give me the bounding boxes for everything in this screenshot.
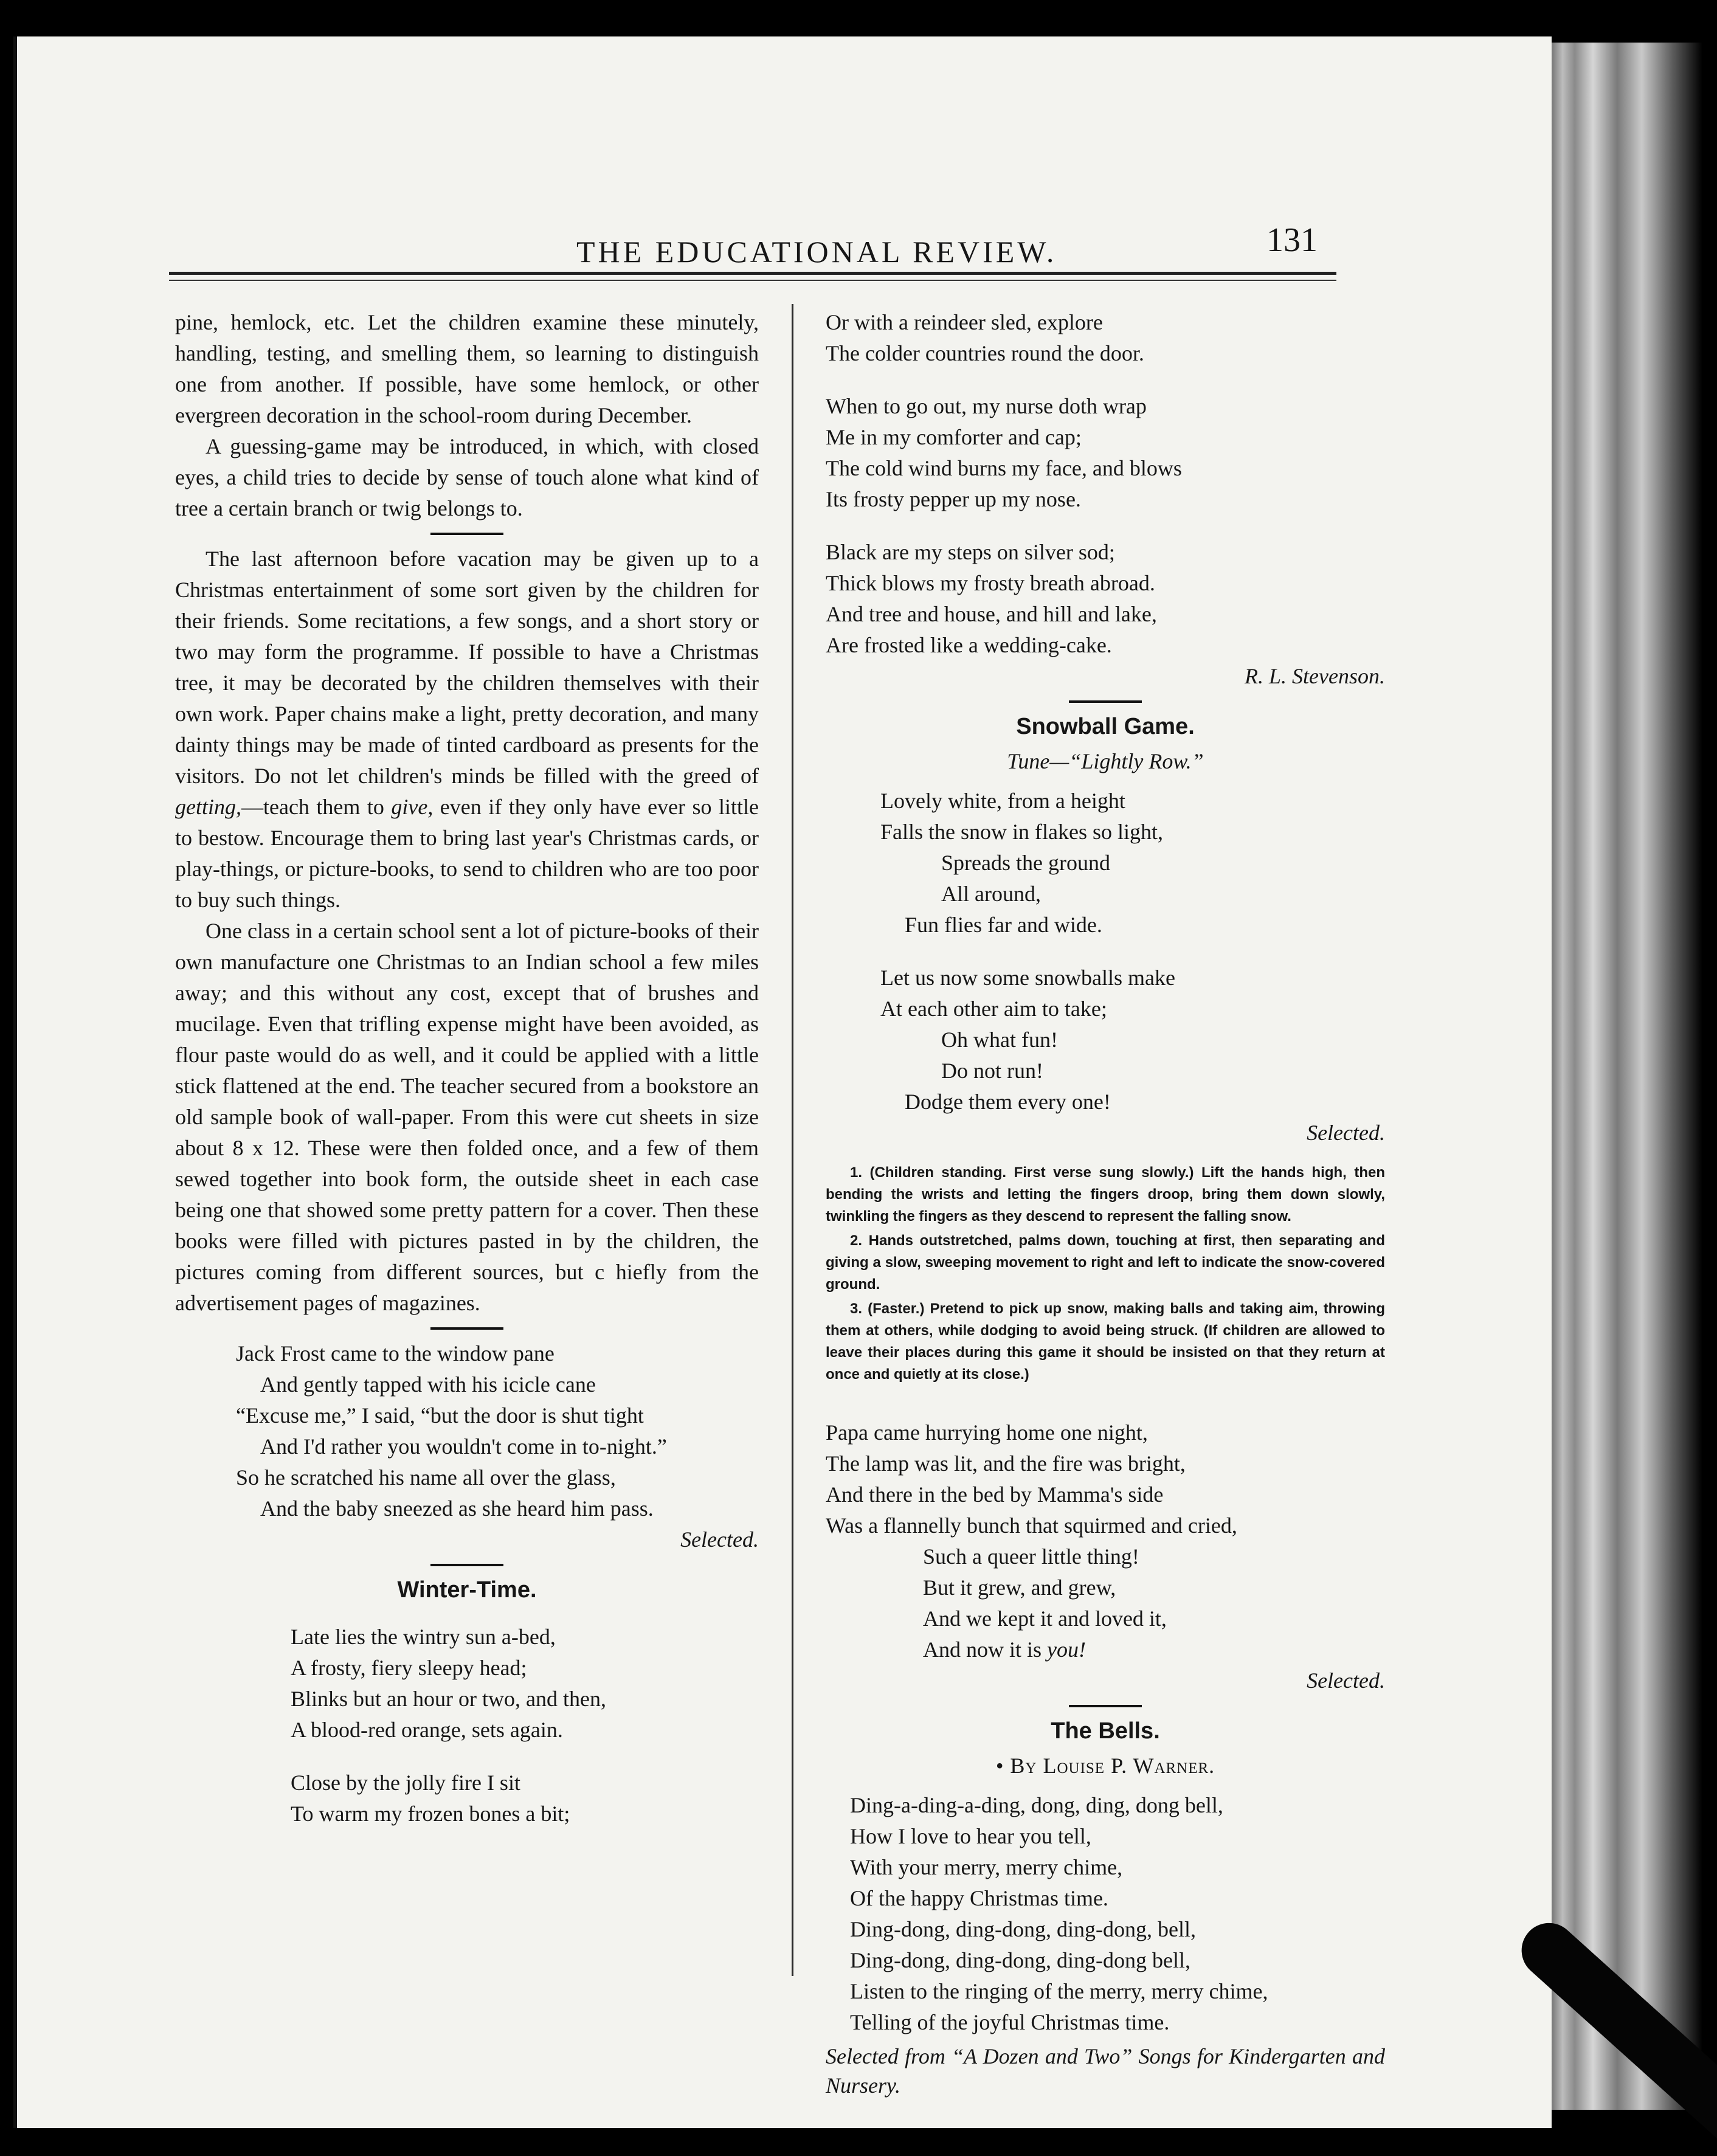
poem-line: And we kept it and loved it, <box>923 1606 1167 1631</box>
poem-line: So he scratched his name all over the glass, <box>236 1465 616 1490</box>
credit-dozen-and-two: Selected from “A Dozen and Two” Songs for Kindergarten and Nursery. <box>826 2044 1385 2098</box>
credit-selected: Selected. <box>1307 1668 1385 1693</box>
text-run: And now it is <box>923 1637 1048 1662</box>
text-run: —teach them to <box>241 795 392 819</box>
section-rule <box>430 1564 503 1566</box>
credit-stevenson: R. L. Stevenson. <box>1245 664 1385 688</box>
header-rule-thin <box>169 280 1336 281</box>
poem-line: Me in my comforter and cap; <box>826 425 1082 449</box>
poem-line: When to go out, my nurse doth wrap <box>826 394 1147 418</box>
header-rule <box>169 272 1336 275</box>
poem-line: The cold wind burns my face, and blows <box>826 456 1182 480</box>
poem-line: Black are my steps on silver sod; <box>826 540 1115 564</box>
poem-line: “Excuse me,” I said, “but the door is shut tight <box>236 1403 644 1428</box>
poem-line: Close by the jolly fire I sit <box>291 1771 520 1795</box>
emphasis-getting: getting, <box>175 795 241 819</box>
right-column <box>826 307 1385 2100</box>
poem-line: All around, <box>941 882 1041 906</box>
poem-line <box>826 1634 1385 1665</box>
poem-line: Papa came hurrying home one night, <box>826 1420 1148 1445</box>
text-run: even if they only have ever so little to bestow. Encourage them to bring last year's Christmas cards, or play-things, or picture-books, to send to children who are too poor to buy such things. <box>175 795 759 912</box>
section-rule <box>430 1327 503 1330</box>
poem-line: Fun flies far and wide. <box>905 913 1102 937</box>
poem-line: Oh what fun! <box>941 1028 1058 1052</box>
poem-line: Telling of the joyful Christmas time. <box>850 2010 1170 2034</box>
poem-line: Its frosty pepper up my nose. <box>826 487 1081 511</box>
poem-line: The lamp was lit, and the fire was bright, <box>826 1451 1186 1476</box>
poem-line: The colder countries round the door. <box>826 341 1144 365</box>
poem-line: And gently tapped with his icicle cane <box>260 1372 596 1397</box>
section-rule <box>430 533 503 535</box>
page-header <box>139 192 1355 283</box>
instruction-1: 1. (Children standing. First verse sung slowly.) Lift the hands high, then bending the wrists and letting the fingers droop, bring them down slowly, twinkling the fingers as they descend to represent the falling snow. <box>826 1164 1385 1225</box>
book-page <box>13 36 1552 2128</box>
poem-line: Late lies the wintry sun a-bed, <box>291 1625 556 1649</box>
poem-line: Or with a reindeer sled, explore <box>826 310 1103 334</box>
poem-line: Listen to the ringing of the merry, merry chime, <box>850 1979 1268 2003</box>
poem-jack-frost <box>175 1338 759 1524</box>
game-instructions <box>826 1162 1385 1386</box>
poem-title-snowball-game: Snowball Game. <box>1016 714 1195 739</box>
poem-line: Dodge them every one! <box>905 1090 1111 1114</box>
section-rule <box>1069 1705 1142 1707</box>
poem-line: At each other aim to take; <box>880 997 1107 1021</box>
paragraph-guessing-game: A guessing-game may be introduced, in which, with closed eyes, a child tries to decide by sense of touch alone what kind of tree a certain branch or twig belongs to. <box>175 434 759 520</box>
poem-line: Lovely white, from a height <box>880 789 1125 813</box>
poem-line: But it grew, and grew, <box>923 1575 1116 1600</box>
poem-line: And I'd rather you wouldn't come in to-night.” <box>260 1434 667 1459</box>
poem-line: Jack Frost came to the window pane <box>236 1341 554 1366</box>
poem-line: Are frosted like a wedding-cake. <box>826 633 1112 657</box>
poem-line: And tree and house, and hill and lake, <box>826 602 1157 626</box>
paragraph-picture-books: One class in a certain school sent a lot of picture-books of their own manufacture one Christmas to an Indian school a few miles away; and this without any cost, except that of brushes and mucilage. Even that trifling expense might have been avoided, as flour paste would do as well, and it could be applied with a little stick flattened at the end. The teacher secured from a bookstore an old sample book of wall-paper. From this were cut sheets in size about 8 x 12. These were then folded once, and a few of them sewed together into book form, the outside sheet in each case being one that showed some pretty pattern for a cover. Then these books were filled with pictures pasted in by the children, the pictures coming from different sources, but c hiefly from the advertisement pages of magazines. <box>175 919 759 1315</box>
page-number: 131 <box>1266 221 1318 259</box>
credit-selected: Selected. <box>680 1527 759 1552</box>
page-edges <box>1550 43 1702 2110</box>
poem-line: Spreads the ground <box>941 851 1110 875</box>
section-rule <box>1069 700 1142 703</box>
poem-papa <box>826 1417 1385 1665</box>
paragraph-christmas-entertainment <box>175 544 759 916</box>
poem-line: Ding-a-ding-a-ding, dong, ding, dong bell, <box>850 1793 1223 1817</box>
poem-line: Blinks but an hour or two, and then, <box>291 1687 606 1711</box>
running-title: THE EDUCATIONAL REVIEW. <box>576 235 1057 269</box>
poem-line: With your merry, merry chime, <box>850 1855 1123 1879</box>
paragraph-evergreens: pine, hemlock, etc. Let the children examine these minutely, handling, testing, and smelling them, so learning to distinguish one from another. If possible, have some hemlock, or other evergreen decoration in the school-room during December. <box>175 310 759 427</box>
credit-selected: Selected. <box>1307 1121 1385 1145</box>
poem-line: Ding-dong, ding-dong, ding-dong, bell, <box>850 1917 1196 1941</box>
poem-line: To warm my frozen bones a bit; <box>291 1802 570 1826</box>
column-divider <box>792 304 793 1976</box>
emphasis-give: give, <box>391 795 434 819</box>
poem-winter-time-continued <box>826 307 1385 661</box>
instruction-3: 3. (Faster.) Pretend to pick up snow, making balls and taking aim, throwing them at others, while dodging to avoid being struck. (If children are allowed to leave their places during this game it should be insisted on that they return at once and quietly at its close.) <box>826 1301 1385 1383</box>
poem-title-the-bells: The Bells. <box>1051 1718 1160 1744</box>
poem-winter-time <box>175 1622 759 1829</box>
text-run: The last afternoon before vacation may be given up to a Christmas entertainment of some sort given by the children for their friends. Some recitations, a few songs, and a short story or two may form the programme. If possible to have a Christmas tree, it may be decorated by the children themselves with their own work. Paper chains make a light, pretty decoration, and many dainty things may be made of tinted cardboard as presents for the visitors. Do not let children's minds be filled with the greed of <box>175 547 759 788</box>
left-column <box>175 307 759 1829</box>
instruction-2: 2. Hands outstretched, palms down, touching at first, then separating and giving a slow, sweeping movement to right and left to indicate the snow-covered ground. <box>826 1232 1385 1293</box>
tune-line: Tune—“Lightly Row.” <box>1007 749 1204 773</box>
poem-line: Was a flannelly bunch that squirmed and cried, <box>826 1513 1237 1538</box>
poem-line: Of the happy Christmas time. <box>850 1886 1108 1910</box>
poem-line: And the baby sneezed as she heard him pass. <box>260 1496 654 1521</box>
poem-line: A blood-red orange, sets again. <box>291 1718 563 1742</box>
poem-snowball-game <box>826 786 1385 1118</box>
poem-line: Do not run! <box>941 1059 1043 1083</box>
poem-line: Thick blows my frosty breath abroad. <box>826 571 1155 595</box>
poem-line: Such a queer little thing! <box>923 1544 1139 1569</box>
poem-line: Let us now some snowballs make <box>880 966 1175 990</box>
poem-line: Falls the snow in flakes so light, <box>880 820 1163 844</box>
poem-the-bells <box>826 1790 1385 2038</box>
emphasis-you: you! <box>1047 1637 1086 1662</box>
poem-line: And there in the bed by Mamma's side <box>826 1482 1164 1507</box>
byline: • By Louise P. Warner. <box>995 1753 1215 1778</box>
poem-line: How I love to hear you tell, <box>850 1824 1091 1848</box>
poem-line: Ding-dong, ding-dong, ding-dong bell, <box>850 1948 1190 1972</box>
poem-title-winter-time: Winter-Time. <box>397 1577 537 1603</box>
poem-line: A frosty, fiery sleepy head; <box>291 1656 527 1680</box>
